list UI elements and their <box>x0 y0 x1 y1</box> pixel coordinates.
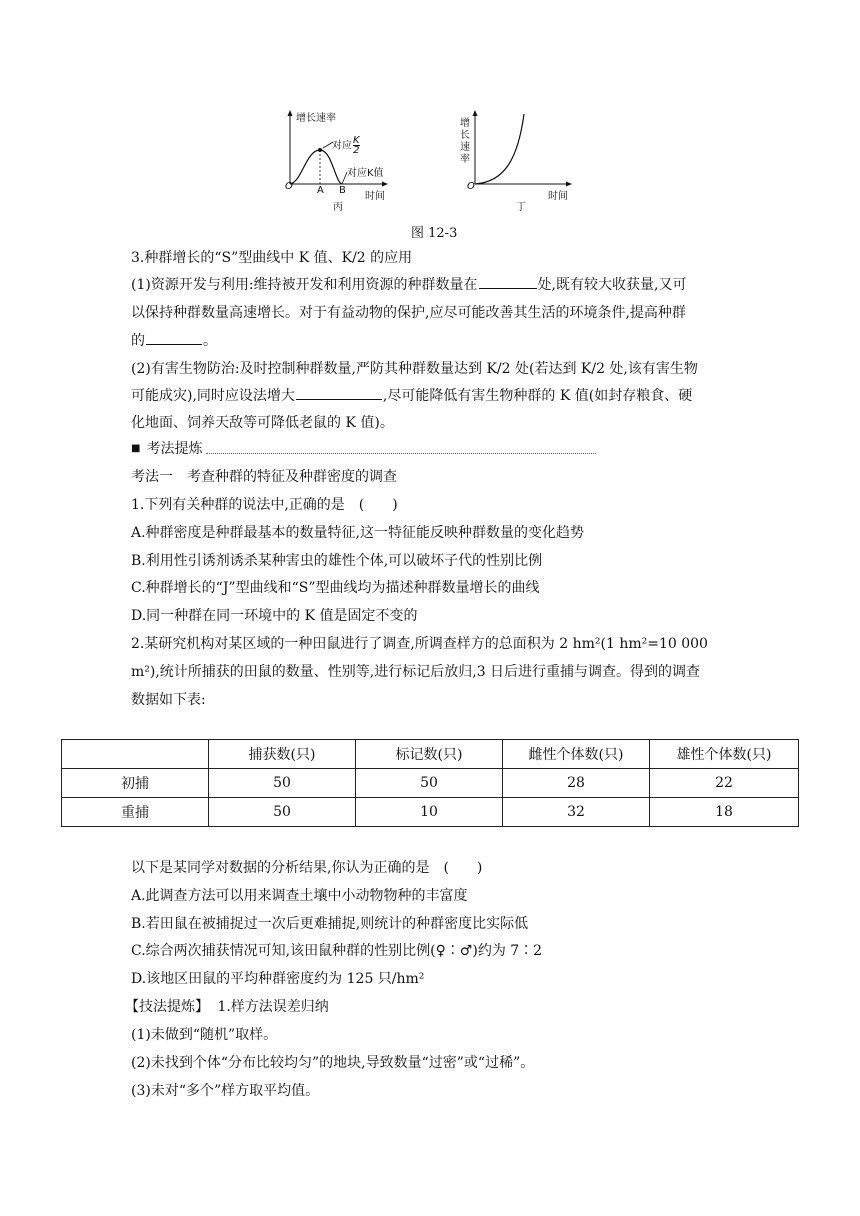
figure-caption: 图 12-3 <box>411 226 458 241</box>
section3-p1-line2: 以保持种群数量高速增长。对于有益动物的保护,应尽可能改善其生活的环境条件,提高种群 <box>131 305 686 321</box>
bing-annotation-prefix: 对应 <box>332 140 352 152</box>
blank-2 <box>146 330 202 345</box>
table-cell: 重捕 <box>62 798 209 827</box>
q1-option-b: B.利用性引诱剂诱杀某种害虫的雄性个体,可以破坏子代的性别比例 <box>131 553 543 569</box>
section3-p1-line1 <box>131 274 686 296</box>
survey-table <box>61 739 799 827</box>
jifa-item-1: (1)未做到“随机”取样。 <box>131 1027 278 1043</box>
bing-point-a: A <box>317 185 324 196</box>
square-bullet-icon: ■ <box>131 443 141 454</box>
table-header-cell: 雄性个体数(只) <box>650 740 799 769</box>
q1-option-c: C.种群增长的“J”型曲线和“S”型曲线均为描述种群数量增长的曲线 <box>131 580 540 596</box>
jifa-heading-line <box>125 996 329 1018</box>
ding-origin: O <box>467 181 475 192</box>
jifa-title: 1.样方法误差归纳 <box>217 999 329 1015</box>
bing-caption: 丙 <box>333 202 343 213</box>
kaofa-method1: 考法一 考查种群的特征及种群密度的调查 <box>131 469 397 485</box>
p1-line3-b: 。 <box>203 333 217 349</box>
table-header-row <box>62 740 799 769</box>
table-header-cell: 标记数(只) <box>356 740 503 769</box>
p1-text-b: 处,既有较大收获量,又可 <box>537 277 687 293</box>
q2-stem-line3: 数据如下表: <box>131 692 206 708</box>
section3-p1-line3 <box>131 330 217 352</box>
table-row <box>62 798 799 827</box>
table-header-cell: 捕获数(只) <box>209 740 356 769</box>
ding-ylabel-1: 长 <box>460 130 470 141</box>
p1-text-a: (1)资源开发与利用:维持被开发和利用资源的种群数量在 <box>131 277 478 293</box>
table-cell: 50 <box>209 798 356 827</box>
blank-3 <box>296 385 382 400</box>
table-cell: 18 <box>650 798 799 827</box>
p2-line2-a: 可能成灾),同时应设法增大 <box>131 388 295 404</box>
bing-xlabel: 时间 <box>365 191 385 202</box>
ding-ylabel-0: 增 <box>460 118 470 129</box>
bing-annotation-k2 <box>332 136 360 155</box>
table-row <box>62 769 799 798</box>
q2-option-a: A.此调查方法可以用来调查土壤中小动物物种的丰富度 <box>131 888 468 904</box>
table-cell: 22 <box>650 769 799 798</box>
p1-line3-a: 的 <box>131 333 145 349</box>
table-cell: 32 <box>503 798 650 827</box>
q2-stem-line1: 2.某研究机构对某区域的一种田鼠进行了调查,所调查样方的总面积为 2 hm²(1 hm²=10 000 <box>131 636 708 652</box>
ding-ylabel-3: 率 <box>460 154 470 165</box>
table-header-cell <box>62 740 209 769</box>
bing-annotation-den: 2 <box>353 145 360 156</box>
table-header-cell: 雌性个体数(只) <box>503 740 650 769</box>
ding-xlabel: 时间 <box>548 191 568 202</box>
kaofa-heading-text: 考法提炼 <box>146 441 203 457</box>
chart-ding <box>473 110 573 187</box>
bing-annotation-num: K <box>353 135 360 146</box>
bing-ylabel: 增长速率 <box>296 113 336 124</box>
jifa-heading: 【技法提炼】 <box>125 999 209 1015</box>
q1-option-a: A.种群密度是种群最基本的数量特征,这一特征能反映种群数量的变化趋势 <box>131 525 585 541</box>
table-cell: 28 <box>503 769 650 798</box>
q1-option-d: D.同一种群在同一环境中的 K 值是固定不变的 <box>131 608 418 624</box>
kaofa-heading <box>131 438 596 460</box>
ding-caption: 丁 <box>516 202 526 213</box>
q2-option-c: C.综合两次捕获情况可知,该田鼠种群的性别比例(♀∶♂)约为 7∶2 <box>131 943 543 959</box>
q1-stem: 1.下列有关种群的说法中,正确的是 ( ) <box>131 497 398 513</box>
section3-p2-line1: (2)有害生物防治:及时控制种群数量,严防其种群数量达到 K/2 处(若达到 K/2 处,该有害生物 <box>131 361 698 377</box>
section3-p2-line3: 化地面、饲养天敌等可降低老鼠的 K 值)。 <box>131 415 394 431</box>
q2-question: 以下是某同学对数据的分析结果,你认为正确的是 ( ) <box>131 860 483 876</box>
q2-stem-line2: m²),统计所捕获的田鼠的数量、性别等,进行标记后放归,3 日后进行重捕与调查。得到的调查 <box>131 664 701 680</box>
table-cell: 10 <box>356 798 503 827</box>
bing-origin: O <box>285 181 293 192</box>
blank-1 <box>479 274 537 289</box>
q2-option-b: B.若田鼠在被捕捉过一次后更难捕捉,则统计的种群密度比实际低 <box>131 916 529 932</box>
jifa-item-3: (3)未对“多个”样方取平均值。 <box>131 1083 320 1099</box>
bing-annotation-kvalue: 对应K值 <box>347 168 384 179</box>
q2-option-d: D.该地区田鼠的平均种群密度约为 125 只/hm² <box>131 971 425 987</box>
p2-line2-b: ,尽可能降低有害生物种群的 K 值(如封存粮食、硬 <box>382 388 693 404</box>
section3-p2-line2 <box>131 385 692 407</box>
dotted-rule <box>206 445 596 454</box>
table-cell: 50 <box>356 769 503 798</box>
table-cell: 50 <box>209 769 356 798</box>
section3-heading: 3.种群增长的“S”型曲线中 K 值、K/2 的应用 <box>131 250 413 266</box>
bing-point-b: B <box>339 185 346 196</box>
ding-ylabel-2: 速 <box>460 142 470 153</box>
table-cell: 初捕 <box>62 769 209 798</box>
jifa-item-2: (2)未找到个体“分布比较均匀”的地块,导致数量“过密”或“过稀”。 <box>131 1055 535 1071</box>
